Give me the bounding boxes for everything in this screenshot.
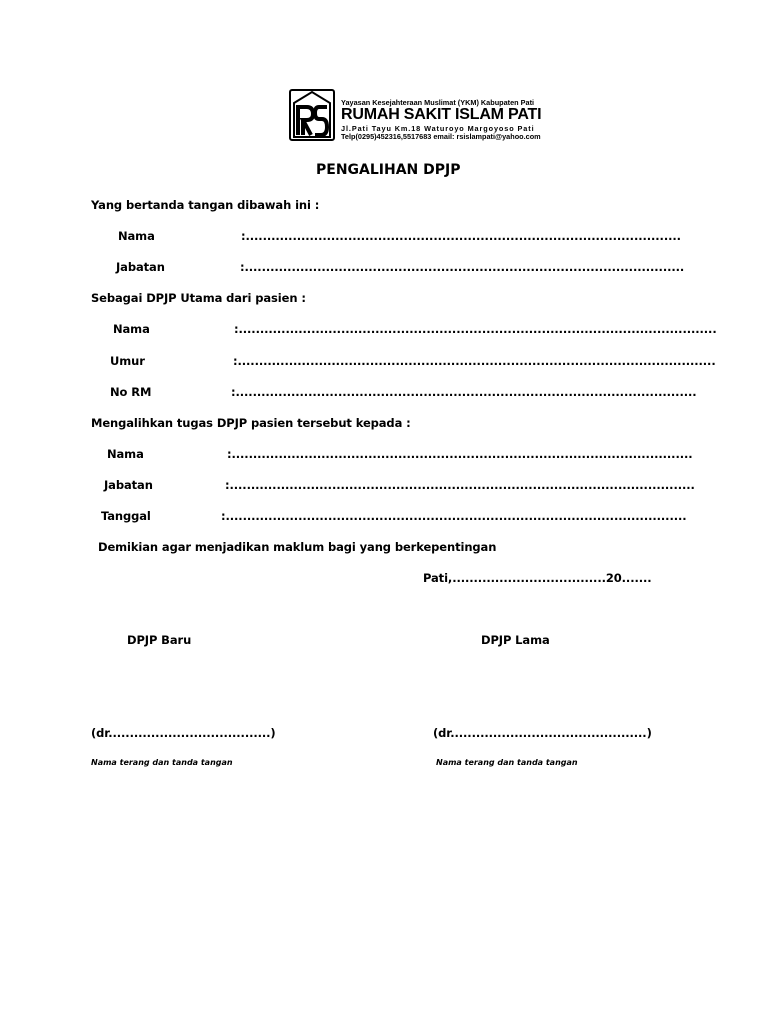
old-dpjp-signature-line[interactable]: (dr..............................................) [433, 726, 652, 740]
hospital-logo [289, 89, 335, 141]
s1-name-field[interactable]: :...................................................................................................... [241, 229, 681, 243]
new-dpjp-label: DPJP Baru [127, 633, 192, 647]
s2-rm-label: No RM [110, 385, 152, 399]
s2-age-field[interactable]: :................................................................................................................ [233, 354, 716, 368]
s1-name-label: Nama [118, 229, 155, 243]
hospital-address: Jl.Pati Tayu Km.18 Waturoyo Margoyoso Pati [341, 124, 535, 133]
s3-position-field[interactable]: :............................................................................................................. [225, 478, 695, 492]
old-dpjp-note: Nama terang dan tanda tangan [436, 758, 578, 767]
s2-age-label: Umur [110, 354, 145, 368]
s3-date-label: Tanggal [101, 509, 151, 523]
s2-name-field[interactable]: :................................................................................................................ [234, 322, 717, 336]
s1-position-field[interactable]: :....................................................................................................... [240, 260, 685, 274]
old-dpjp-label: DPJP Lama [481, 633, 550, 647]
s3-name-field[interactable]: :............................................................................................................ [227, 447, 693, 461]
foundation-name: Yayasan Kesejahteraan Muslimat (YKM) Kabupaten Pati [341, 98, 535, 107]
s3-position-label: Jabatan [104, 478, 153, 492]
s2-name-label: Nama [113, 322, 150, 336]
s1-position-label: Jabatan [116, 260, 165, 274]
s2-rm-field[interactable]: :............................................................................................................ [231, 385, 697, 399]
s3-date-field[interactable]: :............................................................................................................ [221, 509, 687, 523]
form-title: PENGALIHAN DPJP [316, 162, 461, 178]
section2-heading: Sebagai DPJP Utama dari pasien : [91, 291, 306, 305]
new-dpjp-note: Nama terang dan tanda tangan [91, 758, 233, 767]
place-date-field[interactable]: Pati,....................................20....... [423, 571, 652, 585]
intro-text: Yang bertanda tangan dibawah ini : [91, 198, 320, 212]
closing-text: Demikian agar menjadikan maklum bagi yang berkepentingan [98, 540, 497, 554]
new-dpjp-signature-line[interactable]: (dr......................................) [91, 726, 276, 740]
hospital-contact: Telp(0295)452316,5517683 email: rsislampati@yahoo.com [341, 132, 541, 141]
s3-name-label: Nama [107, 447, 144, 461]
hospital-name: RUMAH SAKIT ISLAM PATI [341, 106, 542, 123]
section3-heading: Mengalihkan tugas DPJP pasien tersebut kepada : [91, 416, 411, 430]
